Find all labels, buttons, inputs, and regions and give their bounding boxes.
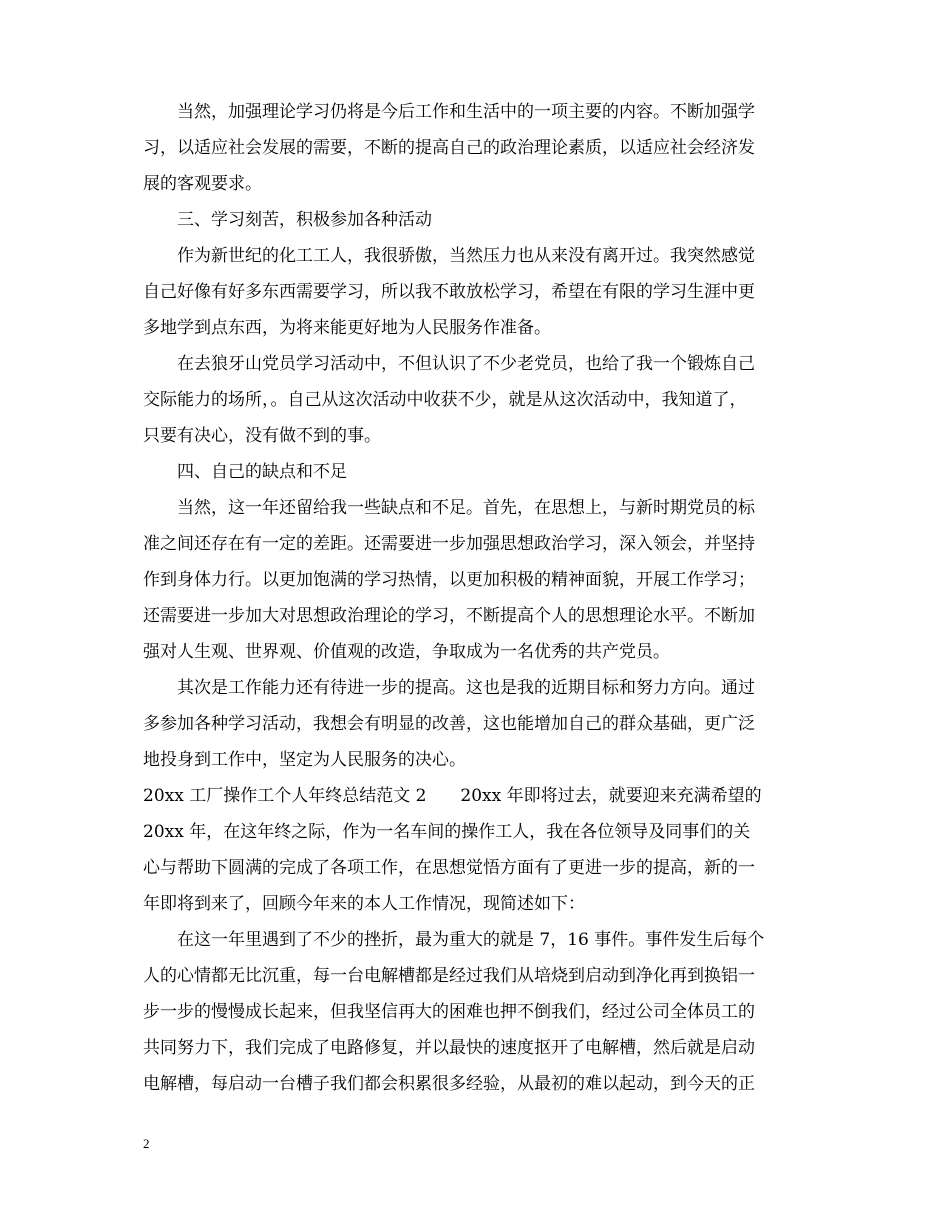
- text-line: 自己好像有好多东西需要学习，所以我不敢放松学习，希望在有限的学习生涯中更: [143, 282, 755, 302]
- text-line: 年即将到来了，回顾今年来的本人工作情况，现简述如下：: [143, 894, 585, 914]
- text-line: 其次是工作能力还有待进一步的提高。这也是我的近期目标和努力方向。通过: [177, 678, 755, 698]
- text-line: 交际能力的场所，。自己从这次活动中收获不少，就是从这次活动中，我知道了，: [143, 390, 747, 410]
- text-line: 强对人生观、世界观、价值观的改造，争取成为一名优秀的共产党员。: [143, 642, 670, 662]
- text-line: 当然，这一年还留给我一些缺点和不足。首先，在思想上，与新时期党员的标: [177, 498, 755, 518]
- text-line: 准之间还存在有一定的差距。还需要进一步加强思想政治学习，深入领会，并坚持: [143, 534, 755, 554]
- text-line: 在这一年里遇到了不少的挫折，最为重大的就是 7，16 事件。事件发生后每个: [177, 930, 765, 950]
- page-number: 2: [143, 1136, 150, 1151]
- text-line: 当然，加强理论学习仍将是今后工作和生活中的一项主要的内容。不断加强学: [177, 102, 755, 122]
- text-line: 还需要进一步加大对思想政治理论的学习，不断提高个人的思想理论水平。不断加: [143, 606, 755, 626]
- text-line: 多地学到点东西，为将来能更好地为人民服务作准备。: [143, 318, 551, 338]
- text-line: 只要有决心，没有做不到的事。: [143, 426, 381, 446]
- text-line: 20xx 工厂操作工个人年终总结范文 2 20xx 年即将过去，就要迎来充满希望的: [143, 786, 762, 806]
- text-line: 多参加各种学习活动，我想会有明显的改善，这也能增加自己的群众基础，更广泛: [143, 714, 755, 734]
- text-line: 人的心情都无比沉重，每一台电解槽都是经过我们从培烧到启动到净化再到换铝一: [143, 966, 755, 986]
- text-line: 在去狼牙山党员学习活动中，不但认识了不少老党员，也给了我一个锻炼自己: [177, 354, 755, 374]
- text-line: 地投身到工作中，坚定为人民服务的决心。: [143, 750, 466, 770]
- text-line: 三、学习刻苦，积极参加各种活动: [177, 210, 432, 230]
- text-line: 电解槽，每启动一台槽子我们都会积累很多经验，从最初的难以起动，到今天的正: [143, 1074, 755, 1094]
- text-line: 习，以适应社会发展的需要，不断的提高自己的政治理论素质，以适应社会经济发: [143, 138, 755, 158]
- text-line: 作到身体力行。以更加饱满的学习热情，以更加积极的精神面貌，开展工作学习；: [143, 570, 755, 590]
- text-line: 共同努力下，我们完成了电路修复，并以最快的速度抠开了电解槽，然后就是启动: [143, 1038, 755, 1058]
- text-line: 作为新世纪的化工工人，我很骄傲，当然压力也从来没有离开过。我突然感觉: [177, 246, 755, 266]
- text-line: 20xx 年，在这年终之际，作为一名车间的操作工人，我在各位领导及同事们的关: [143, 822, 751, 842]
- text-line: 心与帮助下圆满的完成了各项工作，在思想觉悟方面有了更进一步的提高，新的一: [143, 858, 755, 878]
- text-line: 步一步的慢慢成长起来，但我坚信再大的困难也押不倒我们，经过公司全体员工的: [143, 1002, 755, 1022]
- text-line: 四、自己的缺点和不足: [177, 462, 347, 482]
- text-line: 展的客观要求。: [143, 174, 262, 194]
